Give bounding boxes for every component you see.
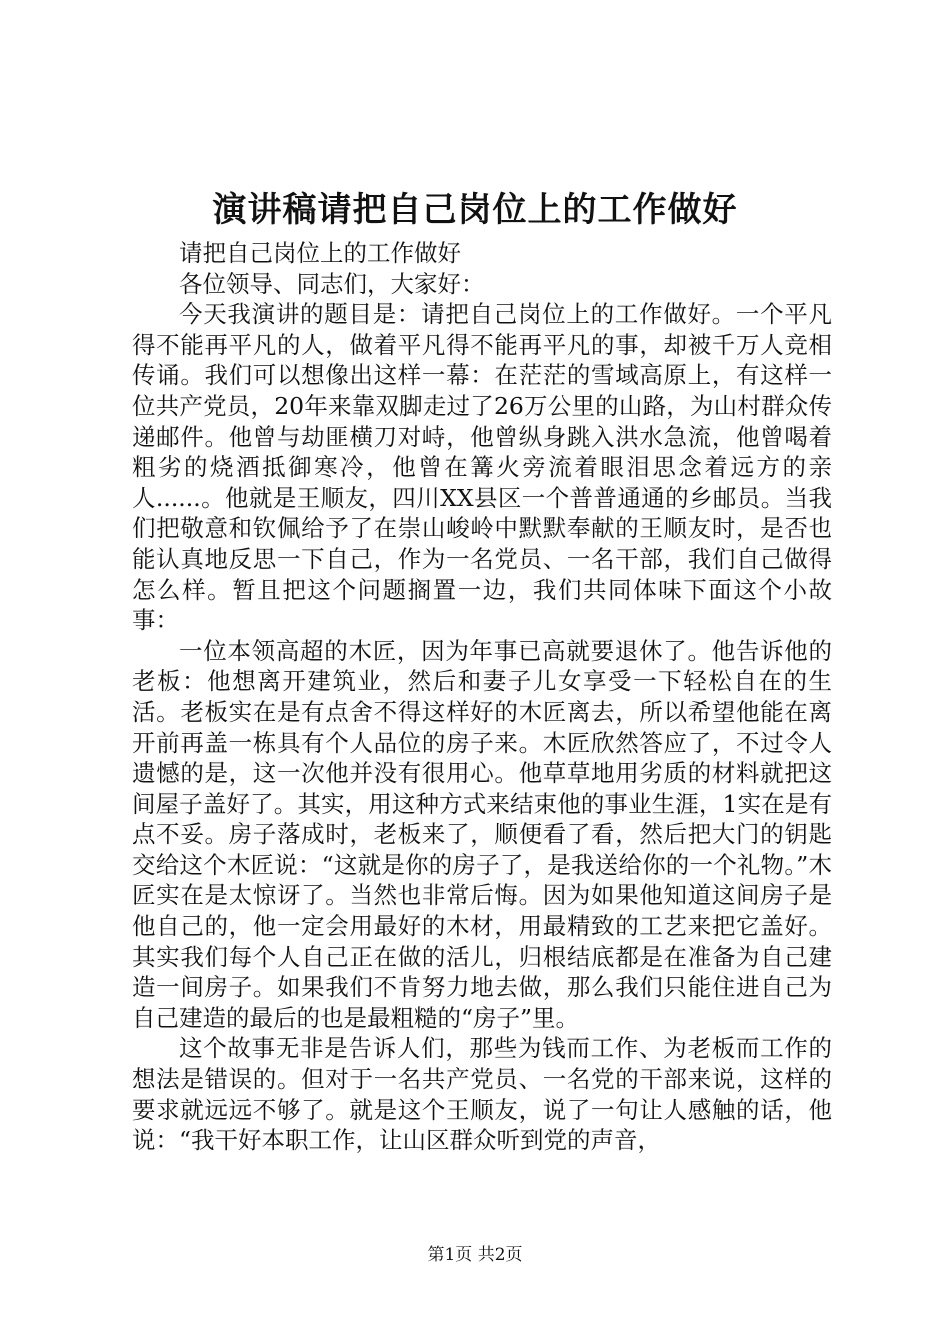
paragraph-carpenter-story: 一位本领高超的木匠，因为年事已高就要退休了。他告诉他的老板：他想离开建筑业，然后和妻子儿女享受一下轻松自在的生活。老板实在是有点舍不得这样好的木匠离去，所以希望他能在离开前再盖一栋具有个人品位的房子来。木匠欣然答应了，不过令人遗憾的是，这一次他并没有很用心。他草草地用劣质的材料就把这间屋子盖好了。其实，用这种方式来结束他的事业生涯，1实在是有点不妥。房子落成时，老板来了，顺便看了看，然后把大门的钥匙交给这个木匠说：“这就是你的房子了，是我送给你的一个礼物。”木匠实在是太惊讶了。当然也非常后悔。因为如果他知道这间房子是他自己的，他一定会用最好的木材，用最精致的工艺来把它盖好。其实我们每个人自己正在做的活儿，归根结底都是在准备为自己建造一间房子。如果我们不肯努力地去做，那么我们只能住进自己为自己建造的最后的也是最粗糙的“房子”里。: [132, 636, 832, 1032]
paragraph-intro: 今天我演讲的题目是：请把自己岗位上的工作做好。一个平凡得不能再平凡的人，做着平凡得不能再平凡的事，却被千万人竞相传诵。我们可以想像出这样一幕：在茫茫的雪域高原上，有这样一位共产党员，20年来靠双脚走过了26万公里的山路，为山村群众传递邮件。他曾与劫匪横刀对峙，他曾纵身跳入洪水急流，他曾喝着粗劣的烧酒抵御寒冷，他曾在篝火旁流着眼泪思念着远方的亲人......。他就是王顺友，四川XX县区一个普普通通的乡邮员。当我们把敬意和钦佩给予了在崇山峻岭中默默奉献的王顺友时，是否也能认真地反思一下自己，作为一名党员、一名干部，我们自己做得怎么样。暂且把这个问题搁置一边，我们共同体味下面这个小故事：: [132, 300, 832, 635]
paragraph-conclusion: 这个故事无非是告诉人们，那些为钱而工作、为老板而工作的想法是错误的。但对于一名共产党员、一名党的干部来说，这样的要求就远远不够了。就是这个王顺友，说了一句让人感触的话，他说：“我干好本职工作，让山区群众听到党的声音，: [132, 1034, 832, 1155]
document-body: [132, 238, 832, 1156]
paragraph-greeting: 各位领导、同志们，大家好：: [179, 269, 485, 298]
document-title: 演讲稿请把自己岗位上的工作做好: [212, 190, 738, 230]
paragraph-subtitle: 请把自己岗位上的工作做好: [179, 239, 461, 267]
page-footer: 第1页 共2页: [427, 1245, 523, 1265]
